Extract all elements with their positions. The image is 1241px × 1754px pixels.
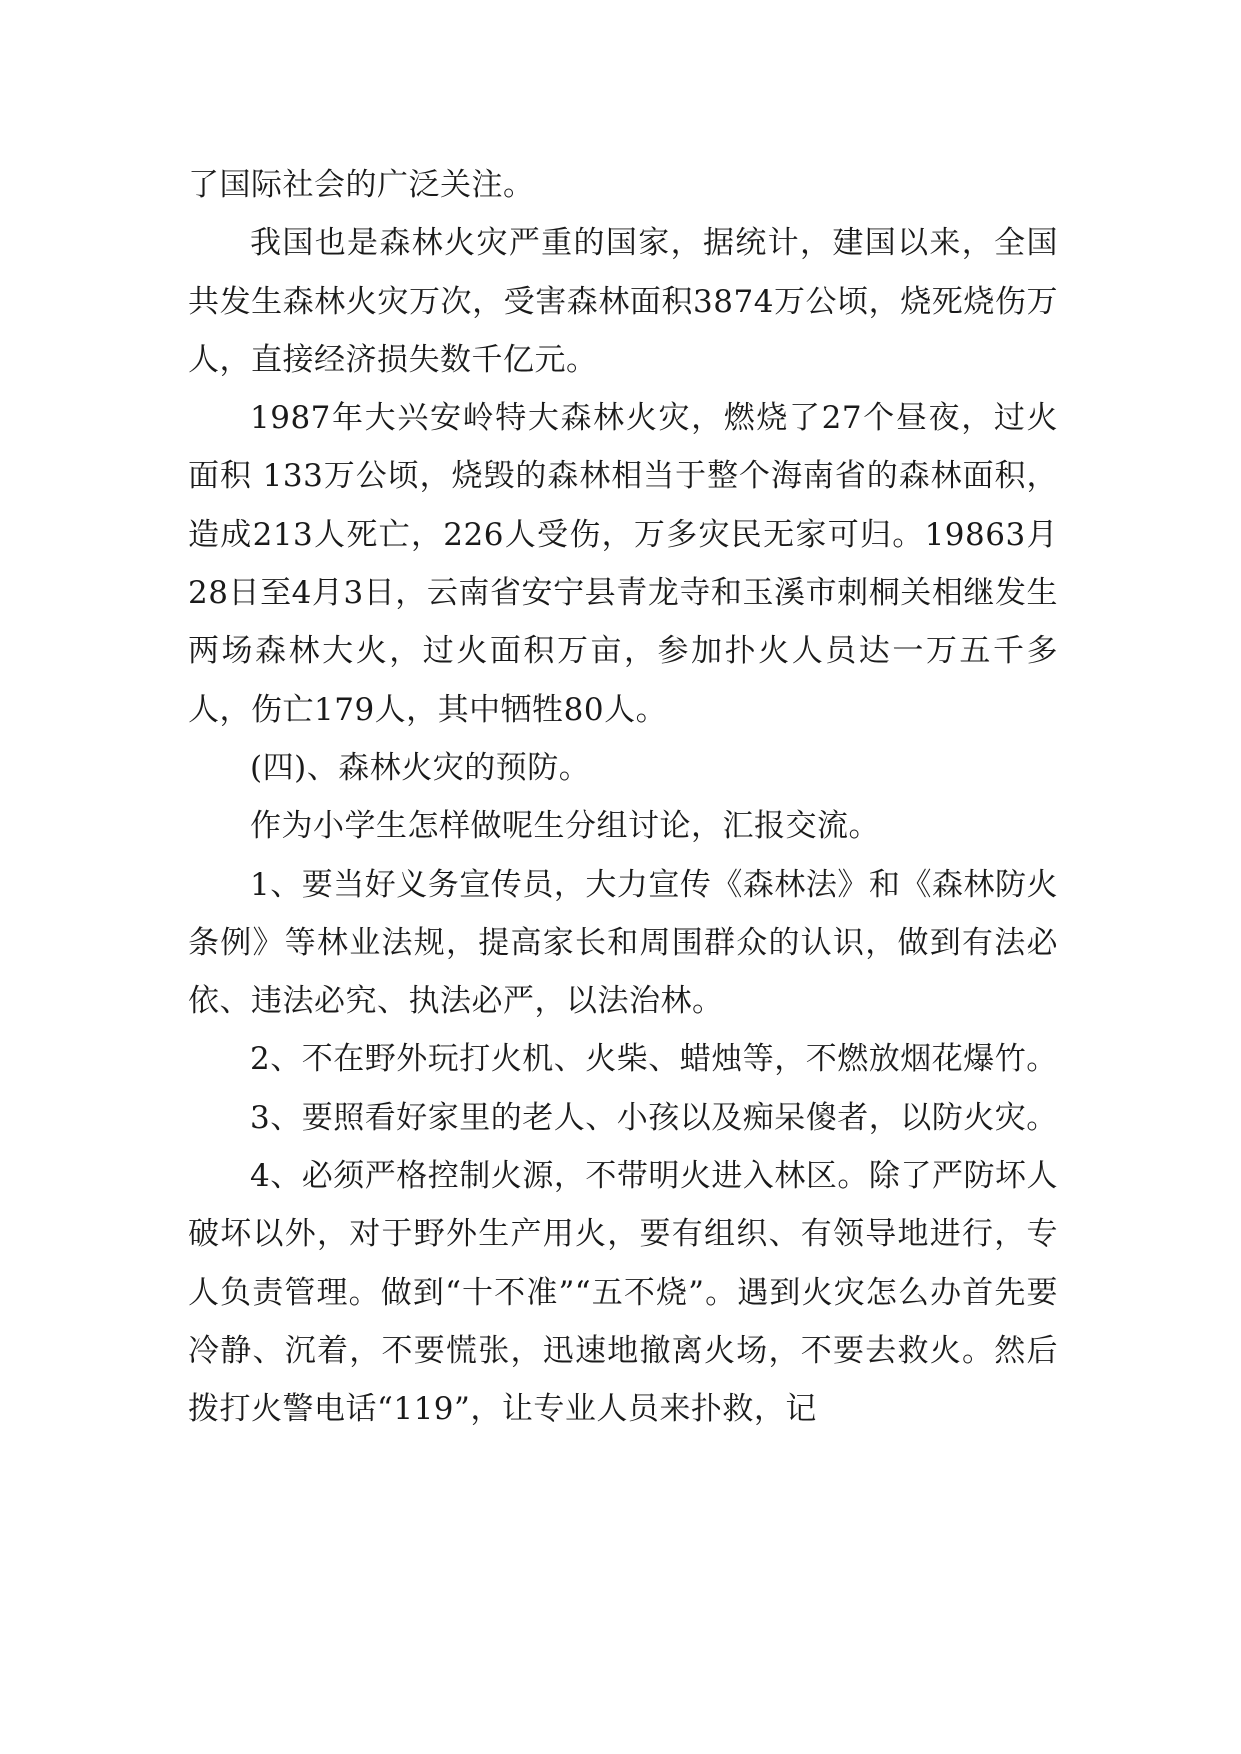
list-item-4: 4、必须严格控制火源，不带明火进入林区。除了严防坏人破坏以外，对于野外生产用火，要有组织、有领导地进行，专人负责管理。做到“十不准”“五不烧”。遇到火灾怎么办首先要冷静、沉着，不要慌张，迅速地撤离火场，不要去救火。然后拨打火警电话“119”，让专业人员来扑救，记 (188, 1158, 1058, 1428)
list-item-3: 3、要照看好家里的老人、小孩以及痴呆傻者，以防火灾。 (250, 1099, 1058, 1136)
section-heading-prevention: (四)、森林火灾的预防。 (250, 749, 591, 786)
paragraph-discussion: 作为小学生怎样做呢生分组讨论，汇报交流。 (250, 808, 880, 845)
paragraph-continuation: 了国际社会的广泛关注。 (188, 167, 535, 203)
list-item-2: 2、不在野外玩打火机、火柴、蜡烛等，不燃放烟花爆竹。 (250, 1041, 1058, 1078)
paragraph-national-statistics: 我国也是森林火灾严重的国家，据统计，建国以来，全国共发生森林火灾万次，受害森林面积3874万公顷，烧死烧伤万人，直接经济损失数千亿元。 (188, 225, 1058, 378)
list-item-1: 1、要当好义务宣传员，大力宣传《森林法》和《森林防火条例》等林业法规，提高家长和周围群众的认识，做到有法必依、违法必究、执法必严，以法治林。 (188, 866, 1058, 1020)
document-body (188, 156, 1058, 1439)
paragraph-historic-fires: 1987年大兴安岭特大森林火灾，燃烧了27个昼夜，过火面积 133万公顷，烧毁的森林相当于整个海南省的森林面积，造成213人死亡，226人受伤，万多灾民无家可归。19863月28日至4月3日，云南省安宁县青龙寺和玉溪市刺桐关相继发生两场森林大火，过火面积万亩，参加扑火人员达一万五千多人，伤亡179人，其中牺牲80人。 (188, 400, 1058, 728)
